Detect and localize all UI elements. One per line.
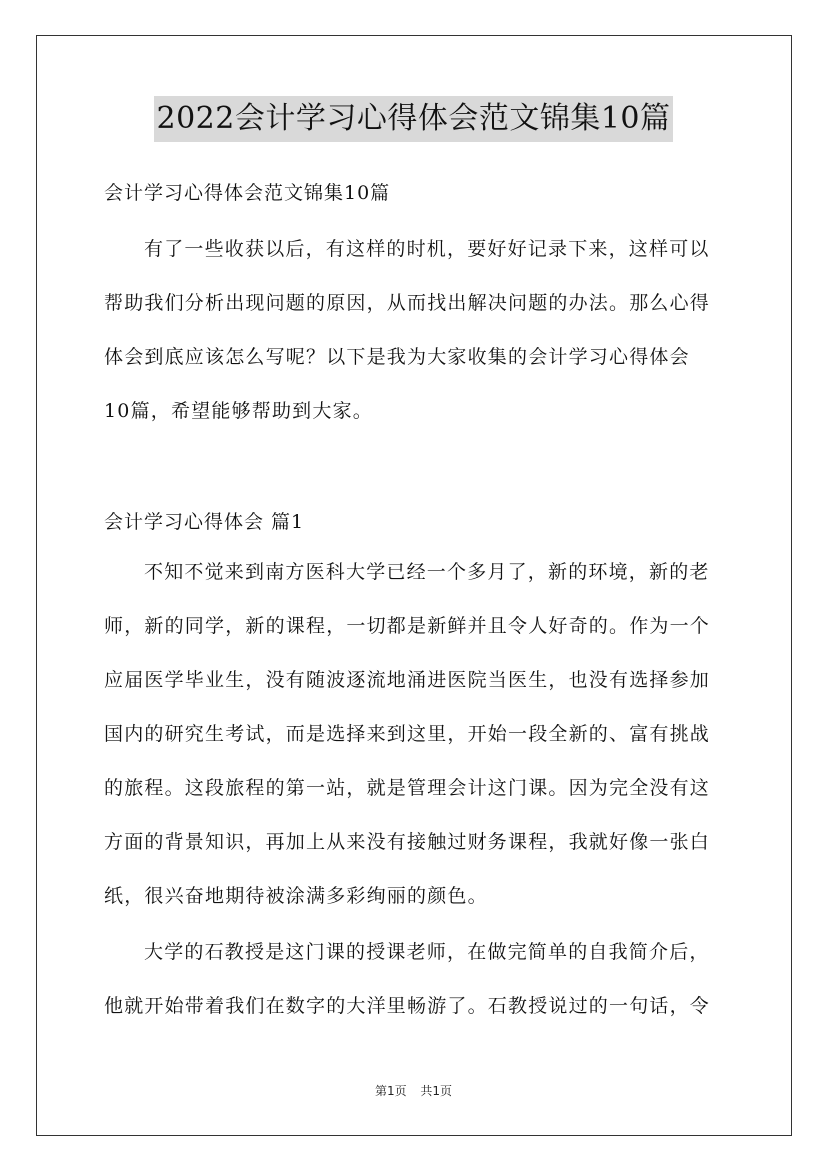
paragraph-line: 不知不觉来到南方医科大学已经一个多月了，新的环境，新的老	[144, 561, 710, 583]
page-total: 共1页	[420, 1084, 453, 1098]
page-footer	[0, 1082, 827, 1099]
paragraph-line: 方面的背景知识，再加上从来没有接触过财务课程，我就好像一张白	[104, 831, 711, 853]
intro-paragraph	[104, 222, 726, 438]
paragraph-line: 应届医学毕业生，没有随波逐流地涌进医院当医生，也没有选择参加	[104, 669, 711, 691]
document-title: 2022会计学习心得体会范文锦集10篇	[154, 96, 672, 142]
paragraph-line: 帮助我们分析出现问题的原因，从而找出解决问题的办法。那么心得	[104, 292, 711, 314]
section1-paragraph-1	[104, 545, 726, 923]
paragraph-line: 纸，很兴奋地期待被涂满多彩绚丽的颜色。	[104, 885, 488, 907]
paragraph-line: 10篇，希望能够帮助到大家。	[104, 400, 373, 422]
document-subtitle: 会计学习心得体会范文锦集10篇	[104, 182, 391, 204]
paragraph-line: 国内的研究生考试，而是选择来到这里，开始一段全新的、富有挑战	[104, 723, 711, 745]
paragraph-line: 师，新的同学，新的课程，一切都是新鲜并且令人好奇的。作为一个	[104, 615, 711, 637]
paragraph-line: 体会到底应该怎么写呢？以下是我为大家收集的会计学习心得体会	[104, 346, 690, 368]
paragraph-line: 的旅程。这段旅程的第一站，就是管理会计这门课。因为完全没有这	[104, 777, 711, 799]
title-container	[0, 96, 827, 142]
page-number: 第1页	[374, 1084, 407, 1098]
section-heading: 会计学习心得体会 篇1	[104, 511, 305, 533]
paragraph-line: 大学的石教授是这门课的授课老师，在做完简单的自我简介后，	[144, 941, 710, 963]
paragraph-line: 有了一些收获以后，有这样的时机，要好好记录下来，这样可以	[144, 238, 710, 260]
section1-paragraph-2	[104, 925, 726, 1033]
paragraph-line: 他就开始带着我们在数字的大洋里畅游了。石教授说过的一句话，令	[104, 995, 711, 1017]
